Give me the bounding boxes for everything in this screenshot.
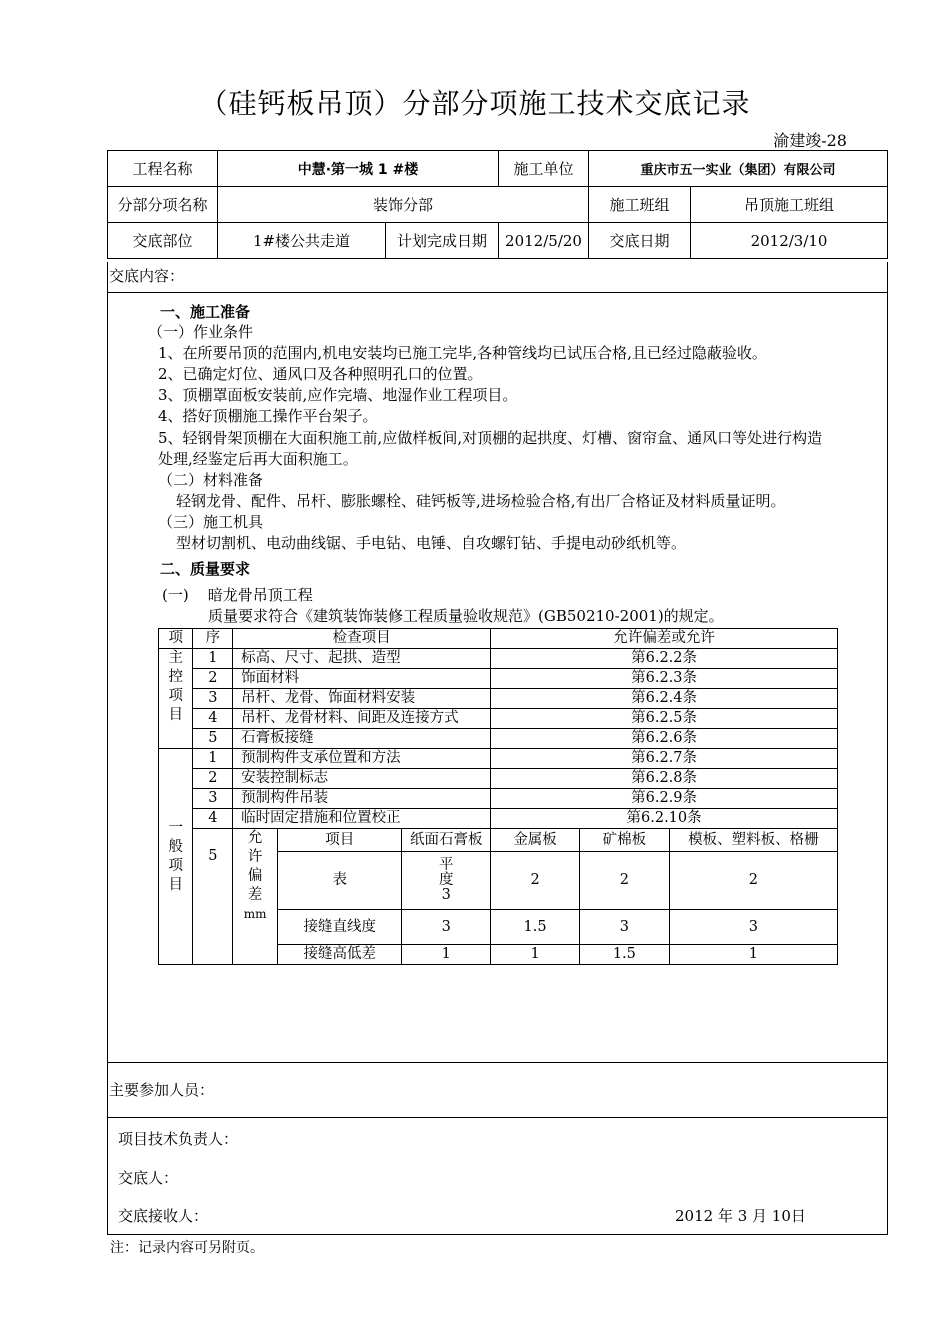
jl-metal: 1.5 — [491, 910, 580, 945]
qh-item: 项 — [159, 629, 193, 649]
project-label: 工程名称 — [108, 151, 218, 187]
sub-ceiling: (一) 暗龙骨吊顶工程 — [162, 586, 313, 604]
gen-seq: 3 — [193, 789, 233, 809]
plan-label: 计划完成日期 — [386, 223, 499, 259]
gen-ref: 第6.2.8条 — [491, 769, 838, 789]
main-ref: 第6.2.5条 — [491, 709, 838, 729]
jl-mineral: 3 — [579, 910, 669, 945]
sub-h-other: 模板、塑料板、格栅 — [669, 829, 837, 852]
main-seq: 4 — [193, 709, 233, 729]
general-label-char: 一 — [168, 819, 183, 836]
gen-name: 预制构件吊装 — [233, 789, 491, 809]
qh-seq: 序 — [193, 629, 233, 649]
team-label: 施工班组 — [589, 187, 691, 223]
gen-ref: 第6.2.7条 — [491, 749, 838, 769]
main-label-char: 项 — [168, 688, 183, 704]
participants-label: 主要参加人员： — [109, 1081, 215, 1099]
main-seq: 2 — [193, 669, 233, 689]
jl-paper: 3 — [402, 910, 491, 945]
main-name: 饰面材料 — [233, 669, 491, 689]
sign-date: 2012 年 3 月 10日 — [675, 1207, 806, 1225]
divider — [108, 292, 887, 293]
gen-ref: 第6.2.10条 — [491, 809, 838, 829]
jh-mineral: 1.5 — [579, 945, 669, 965]
gen-seq: 4 — [193, 809, 233, 829]
main-ref: 第6.2.3条 — [491, 669, 838, 689]
cond-4: 4、搭好顶棚施工操作平台架子。 — [158, 407, 378, 425]
jl-other: 3 — [669, 910, 837, 945]
dev-unit: mm — [243, 907, 267, 921]
jh-name: 接缝高低差 — [278, 945, 402, 965]
surface-name: 表 — [278, 852, 402, 910]
surface-paper-char: 度 — [439, 872, 454, 888]
qh-allow: 允许偏差或允许 — [491, 629, 838, 649]
discloser-label: 交底人： — [118, 1169, 179, 1187]
unit-value: 重庆市五一实业（集团）有限公司 — [589, 151, 888, 187]
jl-name: 接缝直线度 — [278, 910, 402, 945]
jh-metal: 1 — [491, 945, 580, 965]
part-label: 交底部位 — [108, 223, 218, 259]
main-name: 吊杆、龙骨材料、间距及连接方式 — [233, 709, 491, 729]
quality-table — [158, 628, 838, 965]
quality-text: 质量要求符合《建筑装饰装修工程质量验收规范》(GB50210-2001)的规定。 — [208, 607, 724, 625]
main-name: 石膏板接缝 — [233, 729, 491, 749]
project-value: 中慧·第一城 1 #楼 — [218, 151, 499, 187]
footer-note: 注：记录内容可另附页。 — [110, 1240, 264, 1256]
participants-box — [107, 1062, 888, 1118]
sub-h-mineral: 矿棉板 — [579, 829, 669, 852]
sub-conditions: （一）作业条件 — [148, 323, 254, 341]
surface-metal: 2 — [491, 852, 580, 910]
team-value: 吊顶施工班组 — [691, 187, 888, 223]
gen-seq: 2 — [193, 769, 233, 789]
main-label-char: 控 — [168, 669, 183, 685]
section-prep: 一、施工准备 — [160, 303, 251, 321]
gen-ref: 第6.2.9条 — [491, 789, 838, 809]
sub-h-paper: 纸面石膏板 — [402, 829, 491, 852]
general-label-char: 项 — [168, 857, 183, 874]
surface-paper — [402, 852, 491, 910]
subitem-label: 分部分项名称 — [108, 187, 218, 223]
gen-seq: 1 — [193, 749, 233, 769]
plan-value: 2012/5/20 — [499, 223, 589, 259]
jh-other: 1 — [669, 945, 837, 965]
dev-label-char: 许 — [247, 849, 263, 865]
tools-text: 型材切割机、电动曲线锯、手电钻、电锤、自攻螺钉钻、手提电动砂纸机等。 — [176, 534, 687, 552]
surface-mineral: 2 — [579, 852, 669, 910]
unit-label: 施工单位 — [499, 151, 589, 187]
subitem-value: 装饰分部 — [218, 187, 589, 223]
page-title: （硅钙板吊顶）分部分项施工技术交底记录 — [199, 87, 751, 120]
sub-h-item: 项目 — [278, 829, 402, 852]
cond-2: 2、已确定灯位、通风口及各种照明孔口的位置。 — [158, 365, 483, 383]
header-table — [107, 150, 888, 259]
content-label: 交底内容： — [109, 267, 185, 285]
sub-h-metal: 金属板 — [491, 829, 580, 852]
sub-materials: （二）材料准备 — [158, 471, 264, 489]
row5-seq: 5 — [193, 829, 233, 965]
jh-paper: 1 — [402, 945, 491, 965]
main-seq: 1 — [193, 649, 233, 669]
dev-label-char: 差 — [247, 887, 263, 903]
gen-name: 预制构件支承位置和方法 — [233, 749, 491, 769]
deviation-label — [233, 829, 278, 965]
main-seq: 3 — [193, 689, 233, 709]
surface-other: 2 — [669, 852, 837, 910]
dev-label-char: 允 — [247, 830, 263, 846]
surface-paper-char: 3 — [441, 887, 451, 903]
part-value: 1#楼公共走道 — [218, 223, 386, 259]
signature-box — [107, 1117, 888, 1235]
section-quality: 二、质量要求 — [160, 560, 251, 578]
cond-5b: 处理,经鉴定后再大面积施工。 — [158, 450, 358, 468]
cond-1: 1、在所要吊顶的范围内,机电安装均已施工完毕,各种管线均已试压合格,且已经过隐蔽验收。 — [158, 344, 767, 362]
form-code: 渝建竣-28 — [773, 131, 847, 150]
main-label-char: 目 — [168, 707, 183, 723]
sub-tools: （三）施工机具 — [158, 513, 264, 531]
tech-lead-label: 项目技术负责人： — [118, 1130, 239, 1148]
main-label-char: 主 — [168, 650, 183, 666]
main-ref: 第6.2.2条 — [491, 649, 838, 669]
general-label-char: 目 — [168, 876, 183, 893]
dev-label-char: 偏 — [247, 868, 263, 884]
date-value: 2012/3/10 — [691, 223, 888, 259]
main-control-label — [159, 649, 193, 749]
main-name: 标高、尺寸、起拱、造型 — [233, 649, 491, 669]
main-seq: 5 — [193, 729, 233, 749]
date-label: 交底日期 — [589, 223, 691, 259]
surface-paper-char: 平 — [439, 857, 454, 873]
qh-check: 检查项目 — [233, 629, 491, 649]
main-ref: 第6.2.4条 — [491, 689, 838, 709]
gen-name: 临时固定措施和位置校正 — [233, 809, 491, 829]
materials-text: 轻钢龙骨、配件、吊杆、膨胀螺栓、硅钙板等,进场检验合格,有出厂合格证及材料质量证明。 — [176, 492, 786, 510]
main-ref: 第6.2.6条 — [491, 729, 838, 749]
general-label-char: 般 — [168, 838, 183, 855]
cond-5a: 5、轻钢骨架顶棚在大面积施工前,应做样板间,对顶棚的起拱度、灯槽、窗帘盒、通风口等处进行构造 — [158, 429, 823, 447]
cond-3: 3、顶棚罩面板安装前,应作完墙、地湿作业工程项目。 — [158, 386, 518, 404]
main-name: 吊杆、龙骨、饰面材料安装 — [233, 689, 491, 709]
general-label — [159, 749, 193, 965]
receiver-label: 交底接收人： — [118, 1207, 209, 1225]
gen-name: 安装控制标志 — [233, 769, 491, 789]
